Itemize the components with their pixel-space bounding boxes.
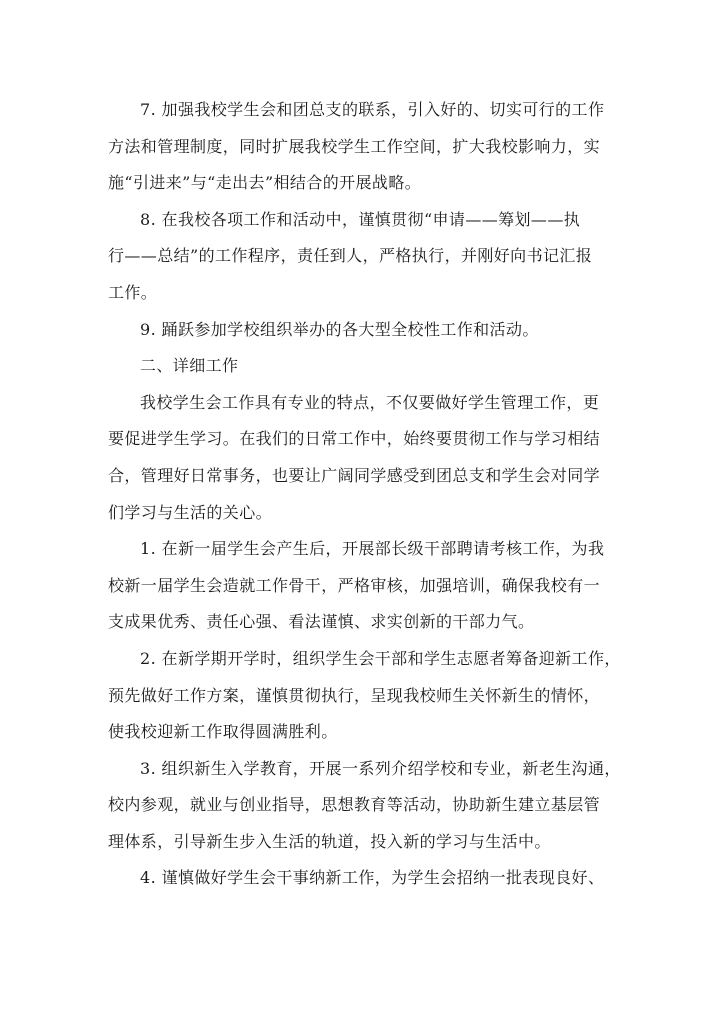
list-item-9 [108, 312, 628, 349]
text-line: 我校学生会工作具有专业的特点，不仅要做好学生管理工作，更 [140, 392, 600, 412]
text-line: 要促进学生学习。在我们的日常工作中，始终要贯彻工作与学习相结 [108, 429, 601, 449]
detail-item-1 [108, 531, 628, 641]
text-line: 9. 踊跃参加学校组织举办的各大型全校性工作和活动。 [140, 319, 539, 339]
text-line: 合，管理好日常事务，也要让广阔同学感受到团总支和学生会对同学 [108, 465, 601, 485]
text-line: 2. 在新学期开学时，组织学生会干部和学生志愿者筹备迎新工作， [140, 648, 621, 668]
document-body [108, 92, 628, 897]
detail-item-3 [108, 751, 628, 861]
intro-paragraph [108, 385, 628, 531]
text-line: 预先做好工作方案，谨慎贯彻执行，呈现我校师生关怀新生的情怀， [108, 685, 601, 705]
text-line: 施“引进来”与“走出去”相结合的开展战略。 [108, 173, 422, 193]
text-line: 方法和管理制度，同时扩展我校学生工作空间，扩大我校影响力，实 [108, 136, 601, 156]
text-line: 支成果优秀、责任心强、看法谨慎、求实创新的干部力气。 [108, 612, 535, 632]
detail-item-4 [108, 860, 628, 897]
text-line: 3. 组织新生入学教育，开展一系列介绍学校和专业，新老生沟通， [140, 758, 621, 778]
text-line: 使我校迎新工作取得圆满胜利。 [108, 722, 338, 742]
text-line: 4. 谨慎做好学生会干事纳新工作，为学生会招纳一批表现良好、 [140, 868, 605, 888]
text-line: 工作。 [108, 282, 158, 302]
text-line: 校内参观，就业与创业指导，思想教育等活动，协助新生建立基层管 [108, 795, 601, 815]
text-line: 8. 在我校各项工作和活动中，谨慎贯彻“申请——筹划——执 [140, 209, 581, 229]
detail-item-2 [108, 641, 628, 751]
text-line: 理体系，引导新生步入生活的轨道，投入新的学习与生活中。 [108, 831, 551, 851]
text-line: 校新一届学生会造就工作骨干，严格审核，加强培训，确保我校有一 [108, 575, 601, 595]
list-item-7 [108, 92, 628, 202]
text-line: 行——总结”的工作程序，责任到人，严格执行，并刚好向书记汇报 [108, 246, 593, 266]
list-item-8 [108, 202, 628, 312]
text-line: 们学习与生活的关心。 [108, 502, 273, 522]
text-line: 7. 加强我校学生会和团总支的联系，引入好的、切实可行的工作 [140, 100, 605, 119]
text-line: 1. 在新一届学生会产生后，开展部长级干部聘请考核工作，为我 [140, 539, 605, 559]
section-heading: 二、详细工作 [140, 356, 239, 376]
